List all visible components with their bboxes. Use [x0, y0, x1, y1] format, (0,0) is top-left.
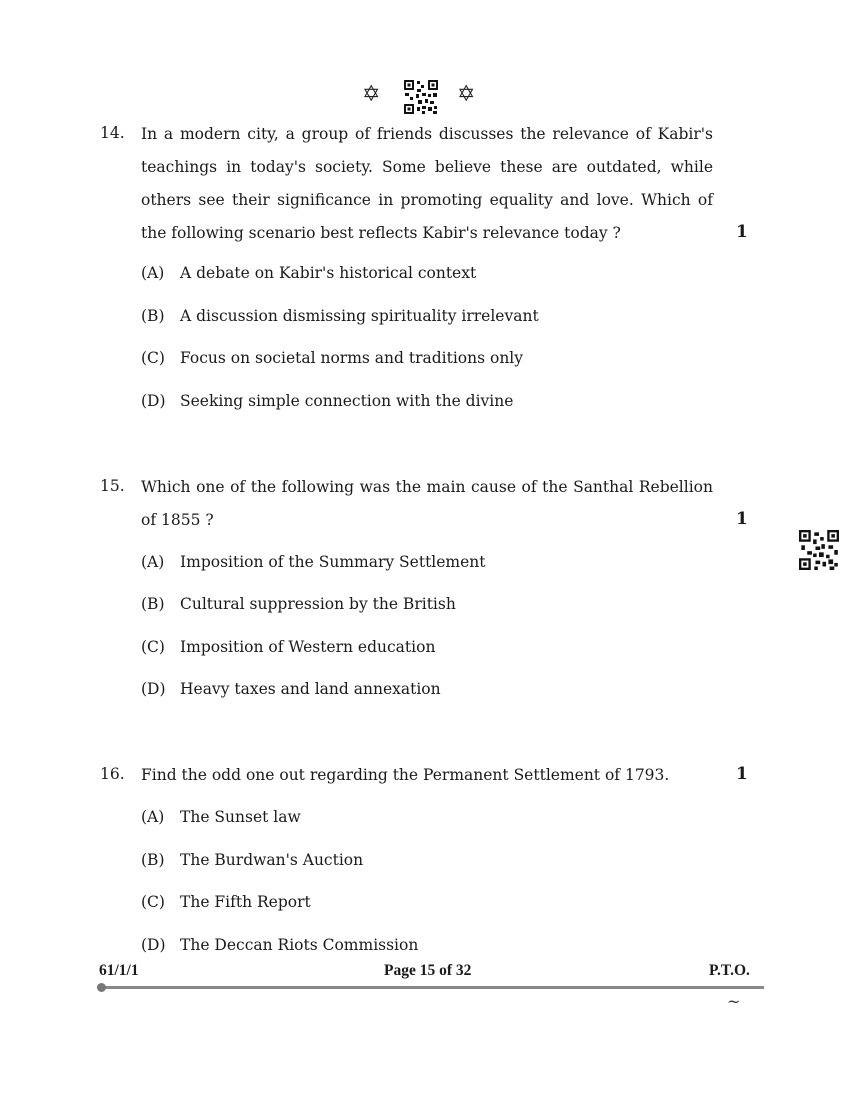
option-text: Heavy taxes and land annexation [180, 680, 441, 698]
option-b [141, 851, 363, 869]
page-number: Page 15 of 32 [384, 962, 472, 979]
option-label: (A) [141, 264, 165, 282]
option-label: (A) [141, 553, 165, 571]
question-number: 14. [100, 124, 125, 142]
option-d [141, 936, 418, 954]
option-c [141, 349, 523, 367]
star-of-david-icon: ✡ [362, 82, 381, 107]
option-text: Seeking simple connection with the divine [180, 392, 514, 410]
option-text: The Deccan Riots Commission [180, 936, 419, 954]
option-text: A discussion dismissing spirituality irrelevant [180, 307, 539, 325]
option-label: (D) [141, 680, 166, 698]
footer-dot [97, 983, 106, 992]
star-of-david-icon: ✡ [457, 82, 476, 107]
question-text: In a modern city, a group of friends discusses the relevance of Kabir's teachings in today's society. Some believe these are outdated, while others see their significance in promoting equality and love. Which of the following scenario best reflects Kabir's relevance today ? [141, 125, 713, 242]
option-label: (C) [141, 638, 165, 656]
pto-label: P.T.O. [709, 962, 750, 979]
option-a [141, 264, 476, 282]
option-text: The Fifth Report [180, 893, 311, 911]
option-label: (B) [141, 851, 165, 869]
marks: 1 [736, 764, 748, 784]
option-b [141, 307, 539, 325]
option-label: (C) [141, 893, 165, 911]
option-text: The Sunset law [180, 808, 301, 826]
option-text: The Burdwan's Auction [180, 851, 364, 869]
option-label: (C) [141, 349, 165, 367]
paper-code: 61/1/1 [99, 962, 139, 979]
option-c [141, 893, 311, 911]
qr-code-icon [404, 80, 438, 114]
marks: 1 [736, 509, 748, 529]
option-text: Cultural suppression by the British [180, 595, 456, 613]
footer-rule [104, 986, 764, 989]
option-label: (B) [141, 595, 165, 613]
option-c [141, 638, 435, 656]
option-text: Imposition of the Summary Settlement [180, 553, 486, 571]
question-number: 16. [100, 765, 125, 783]
marks: 1 [736, 222, 748, 242]
option-label: (D) [141, 392, 166, 410]
question-text: Which one of the following was the main cause of the Santhal Rebellion of 1855 ? [141, 478, 713, 529]
question-number: 15. [100, 477, 125, 495]
option-a [141, 553, 486, 571]
option-text: Imposition of Western education [180, 638, 436, 656]
option-b [141, 595, 456, 613]
option-text: A debate on Kabir's historical context [180, 264, 477, 282]
option-a [141, 808, 301, 826]
option-label: (B) [141, 307, 165, 325]
option-text: Focus on societal norms and traditions only [180, 349, 524, 367]
option-label: (D) [141, 936, 166, 954]
option-label: (A) [141, 808, 165, 826]
option-d [141, 392, 513, 410]
qr-code-icon [799, 530, 839, 570]
tilde-mark: ~ [727, 992, 741, 1011]
question-text: Find the odd one out regarding the Permanent Settlement of 1793. [141, 766, 670, 784]
option-d [141, 680, 441, 698]
